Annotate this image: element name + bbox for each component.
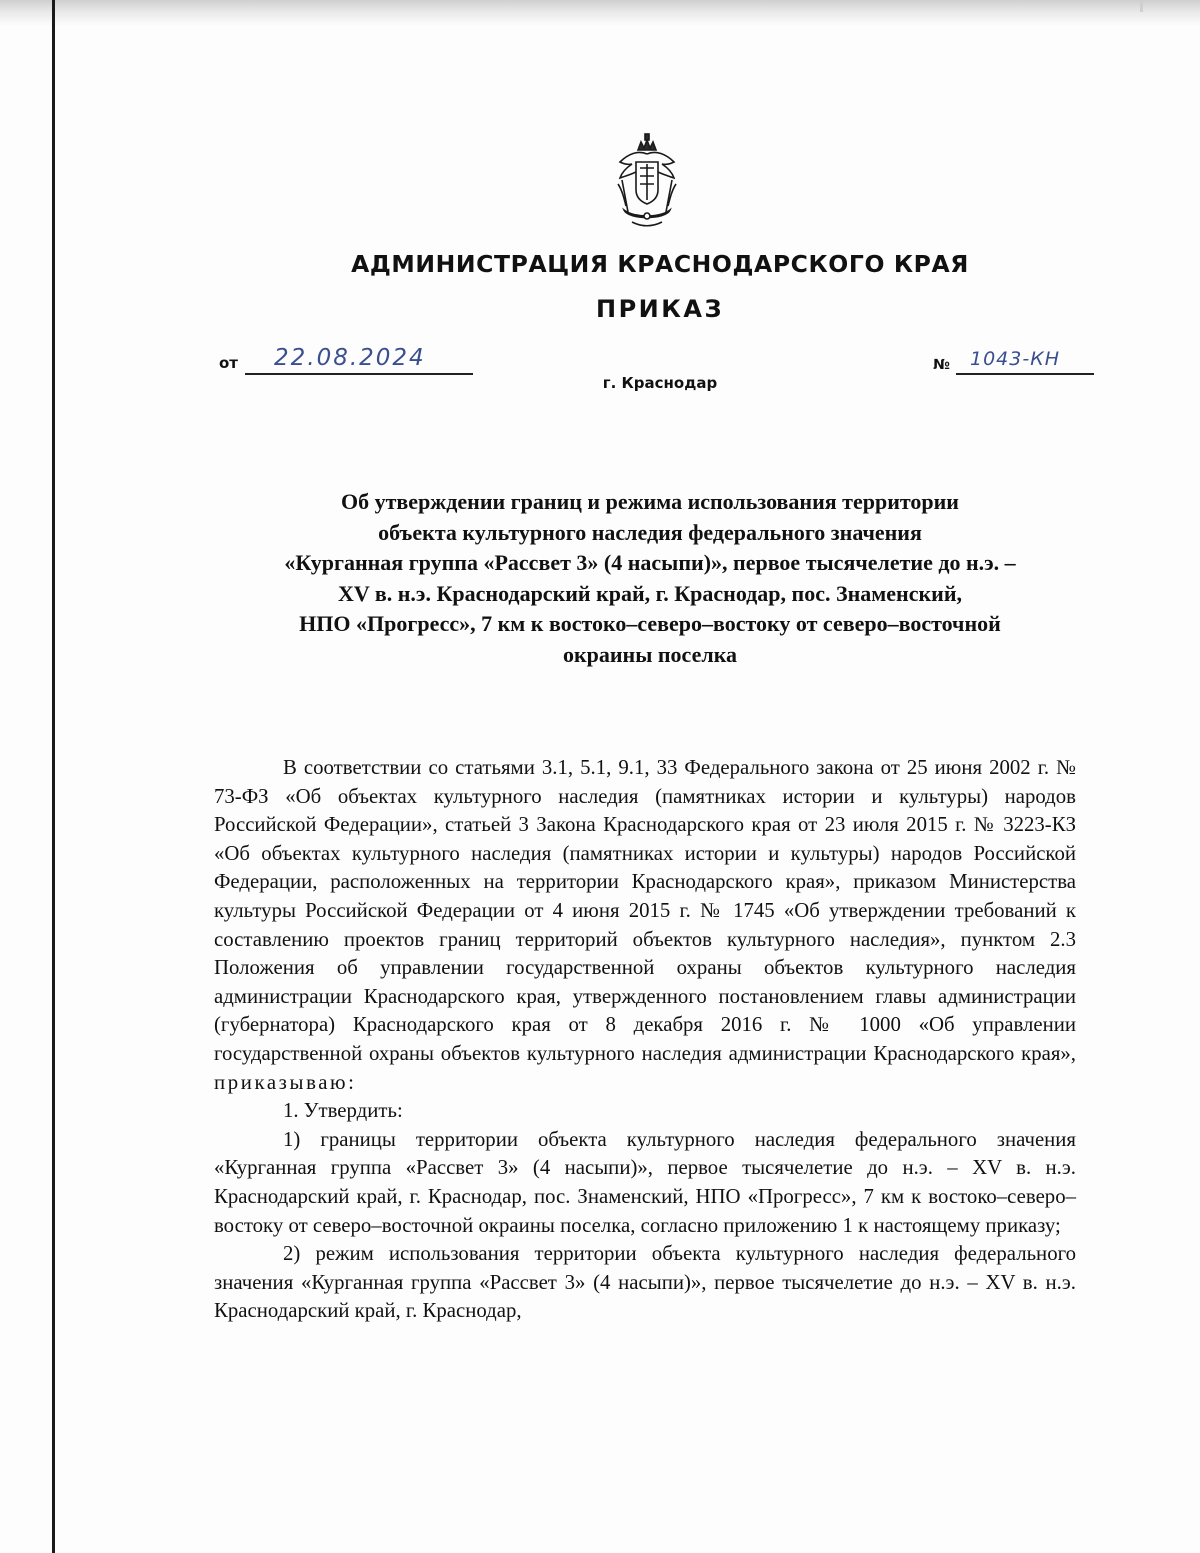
handwritten-order-number: 1043-КН: [970, 348, 1060, 370]
number-prefix: №: [933, 357, 950, 373]
document-type-title: ПРИКАЗ: [595, 295, 724, 323]
issue-city: г. Краснодар: [602, 374, 718, 392]
date-prefix: от: [219, 354, 238, 372]
number-underline: [956, 373, 1094, 375]
order-body: [214, 754, 1076, 1326]
preamble-paragraph: [214, 754, 1076, 1097]
subject-line: НПО «Прогресс», 7 км к востоко–северо–востоку от северо–восточной: [299, 611, 1001, 637]
subject-line: окраины поселка: [562, 641, 738, 667]
clause-1-item-2: 2) режим использования территории объекта культурного наследия федерального значения «Курганная группа «Рассвет 3» (4 насыпи)», первое тысячелетие до н.э. – XV в. н.э. Краснодарский край, г. Краснодар,: [214, 1242, 1076, 1323]
order-word: приказываю:: [214, 1070, 357, 1094]
clause-1-heading: 1. Утвердить:: [283, 1099, 403, 1123]
preamble-text: В соответствии со статьями 3.1, 5.1, 9.1, 33 Федерального закона от 25 июня 2002 г. № 73-ФЗ «Об объектах культурного наследия (памятниках истории и культуры) народов Российской Федерации», статьей 3 Закона Краснодарского края от 23 июля 2015 г. № 3223-КЗ «Об объектах культурного наследия (памятниках истории и культуры) народов Российской Федерации, расположенных на территории Краснодарского края», приказом Министерства культуры Российской Федерации от 4 июня 2015 г. № 1745 «Об утверждении требований к составлению проектов границ территорий объектов культурного наследия», пунктом 2.3 Положения об управлении государственной охраны объектов культурного наследия администрации Краснодарского края, утвержденного постановлением главы администрации (губернатора) Краснодарского края от 8 декабря 2016 г. № 1000 «Об управлении государственной охраны объектов культурного наследия администрации Краснодарского края»,: [214, 756, 1076, 1065]
subject-line: XV в. н.э. Краснодарский край, г. Краснодар, пос. Знаменский,: [338, 580, 962, 606]
subject-line: объекта культурного наследия федерального значения: [378, 519, 922, 545]
handwritten-date: 22.08.2024: [274, 345, 426, 371]
scan-top-shadow: [0, 0, 1200, 26]
subject-line: «Курганная группа «Рассвет 3» (4 насыпи)», первое тысячелетие до н.э. –: [284, 550, 1016, 576]
organization-title: АДМИНИСТРАЦИЯ КРАСНОДАРСКОГО КРАЯ: [351, 250, 969, 278]
scan-left-edge: [52, 0, 55, 1553]
subject-line: Об утверждении границ и режима использования территории: [341, 489, 959, 514]
clause-1-item-1: 1) границы территории объекта культурного наследия федерального значения «Курганная группа «Рассвет 3» (4 насыпи)», первое тысячелетие до н.э. – XV в. н.э. Краснодарский край, г. Краснодар, пос. Знаменский, НПО «Прогресс», 7 км к востоко–северо–востоку от северо–восточной окраины поселка, согласно приложению 1 к настоящему приказу;: [214, 1127, 1076, 1237]
order-subject-title: [200, 487, 1100, 671]
date-underline: [245, 373, 473, 375]
scan-right-edge: [1140, 0, 1143, 12]
coat-of-arms-emblem: [608, 132, 686, 228]
